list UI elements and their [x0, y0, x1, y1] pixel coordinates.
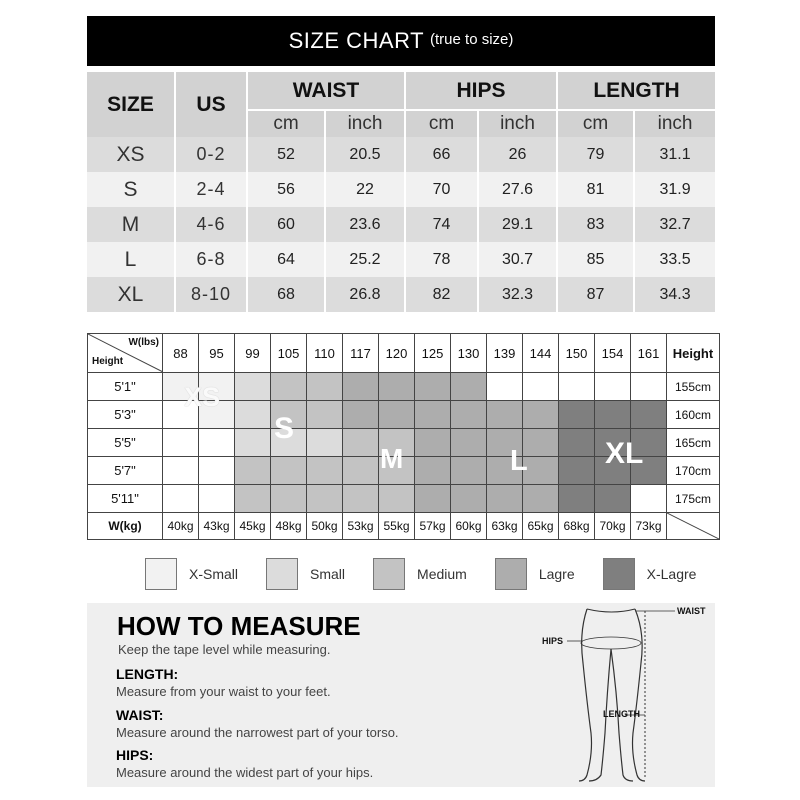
cell-hips-cm: 66	[405, 137, 478, 172]
size-cell-l	[343, 373, 379, 401]
weight-lbs-header: 95	[199, 334, 235, 373]
size-cell-l	[415, 401, 451, 429]
size-cell-l	[523, 401, 559, 429]
legend-label: Medium	[417, 566, 467, 582]
size-cell-xl	[559, 485, 595, 513]
cell-us: 4-6	[175, 207, 247, 242]
weight-kg-row	[88, 513, 720, 540]
measure-waist-heading: WAIST:	[116, 707, 164, 723]
weight-kg-value: 57kg	[415, 513, 451, 540]
legend-swatch	[495, 558, 527, 590]
cell-hips-cm: 70	[405, 172, 478, 207]
height-cm-header: Height	[667, 334, 720, 373]
size-cell-m	[343, 429, 379, 457]
size-cell-w	[199, 457, 235, 485]
height-cm-label: 155cm	[667, 373, 720, 401]
col-header-waist: WAIST	[247, 72, 405, 110]
size-cell-l	[487, 457, 523, 485]
weight-lbs-header: 150	[559, 334, 595, 373]
cell-waist-inch: 25.2	[325, 242, 405, 277]
weight-lbs-header: 125	[415, 334, 451, 373]
weight-lbs-header: 130	[451, 334, 487, 373]
figure-label-length: LENGTH	[603, 709, 640, 719]
col-header-length: LENGTH	[557, 72, 715, 110]
height-row	[88, 457, 720, 485]
measure-title: HOW TO MEASURE	[117, 611, 361, 641]
height-ft-label: 5'5"	[88, 429, 163, 457]
size-cell-m	[379, 429, 415, 457]
weight-lbs-header: 139	[487, 334, 523, 373]
grid-label-l: L	[510, 445, 528, 477]
size-cell-m	[307, 401, 343, 429]
weight-kg-value: 68kg	[559, 513, 595, 540]
size-cell-xl	[631, 401, 667, 429]
legs-illustration	[527, 603, 715, 787]
weight-lbs-header: 144	[523, 334, 559, 373]
size-legend	[145, 558, 724, 590]
size-cell-l	[379, 401, 415, 429]
size-cell-s	[307, 429, 343, 457]
unit-header-inch: inch	[634, 110, 715, 137]
cell-hips-inch: 26	[478, 137, 557, 172]
legend-label: X-Small	[189, 566, 239, 582]
size-cell-xl	[559, 457, 595, 485]
cell-length-cm: 83	[557, 207, 634, 242]
height-row	[88, 485, 720, 513]
size-cell-l	[415, 373, 451, 401]
cell-waist-inch: 23.6	[325, 207, 405, 242]
size-cell-l	[523, 485, 559, 513]
size-cell-m	[235, 457, 271, 485]
size-cell-m	[379, 485, 415, 513]
cell-us: 2-4	[175, 172, 247, 207]
legend-label: Small	[310, 566, 346, 582]
cell-waist-cm: 56	[247, 172, 325, 207]
size-cell-w	[163, 485, 199, 513]
table-row	[87, 172, 715, 207]
title-bar	[87, 16, 715, 66]
size-cell-xs	[199, 401, 235, 429]
size-cell-w	[595, 373, 631, 401]
legend-swatch	[266, 558, 298, 590]
unit-header-inch: inch	[478, 110, 557, 137]
cell-hips-inch: 27.6	[478, 172, 557, 207]
cell-waist-cm: 68	[247, 277, 325, 312]
weight-lbs-header: 120	[379, 334, 415, 373]
height-label: Height	[92, 356, 124, 367]
cell-length-inch: 32.7	[634, 207, 715, 242]
unit-header-cm: cm	[247, 110, 325, 137]
size-cell-l	[451, 457, 487, 485]
weight-kg-value: 50kg	[307, 513, 343, 540]
table-row	[87, 242, 715, 277]
size-cell-l	[523, 429, 559, 457]
size-table	[87, 72, 715, 312]
size-cell-xl	[631, 429, 667, 457]
grid-label-xs: XS	[184, 382, 221, 412]
size-cell-l	[415, 429, 451, 457]
cell-hips-cm: 74	[405, 207, 478, 242]
size-cell-l	[451, 373, 487, 401]
cell-waist-inch: 26.8	[325, 277, 405, 312]
measure-hips-heading: HIPS:	[116, 747, 154, 763]
size-cell-xl	[631, 457, 667, 485]
height-cm-label: 160cm	[667, 401, 720, 429]
weight-kg-value: 48kg	[271, 513, 307, 540]
weight-kg-value: 65kg	[523, 513, 559, 540]
size-cell-s	[235, 401, 271, 429]
height-ft-label: 5'1"	[88, 373, 163, 401]
weight-kg-value: 45kg	[235, 513, 271, 540]
height-cm-label: 175cm	[667, 485, 720, 513]
weight-height-corner	[88, 334, 163, 373]
weight-kg-value: 60kg	[451, 513, 487, 540]
height-ft-label: 5'3"	[88, 401, 163, 429]
size-cell-m	[343, 485, 379, 513]
size-cell-s	[235, 373, 271, 401]
cell-size: S	[87, 172, 175, 207]
legend-item	[145, 558, 238, 590]
weight-kg-value: 70kg	[595, 513, 631, 540]
grid-label-s: S	[274, 412, 295, 445]
size-cell-xl	[595, 485, 631, 513]
cell-waist-cm: 52	[247, 137, 325, 172]
size-cell-xl	[595, 457, 631, 485]
cell-hips-inch: 32.3	[478, 277, 557, 312]
legend-item	[495, 558, 575, 590]
cell-waist-cm: 64	[247, 242, 325, 277]
height-cm-label: 170cm	[667, 457, 720, 485]
legend-swatch	[373, 558, 405, 590]
page-title: SIZE CHART	[288, 28, 425, 53]
how-to-measure-panel	[87, 603, 715, 787]
height-row	[88, 373, 720, 401]
size-cell-s	[271, 429, 307, 457]
size-cell-xl	[595, 401, 631, 429]
size-cell-s	[235, 429, 271, 457]
cell-waist-cm: 60	[247, 207, 325, 242]
size-cell-m	[271, 485, 307, 513]
height-cm-label: 165cm	[667, 429, 720, 457]
size-cell-m	[271, 373, 307, 401]
size-cell-l	[523, 457, 559, 485]
cell-size: XL	[87, 277, 175, 312]
size-cell-w	[199, 429, 235, 457]
size-cell-w	[559, 373, 595, 401]
cell-length-inch: 31.9	[634, 172, 715, 207]
weight-lbs-header: 161	[631, 334, 667, 373]
unit-header-cm: cm	[557, 110, 634, 137]
cell-size: M	[87, 207, 175, 242]
size-cell-m	[379, 457, 415, 485]
size-cell-l	[487, 429, 523, 457]
unit-header-inch: inch	[325, 110, 405, 137]
size-cell-l	[487, 401, 523, 429]
table-row	[87, 137, 715, 172]
legend-label: Lagre	[538, 566, 575, 582]
weight-kg-value: 40kg	[163, 513, 199, 540]
size-cell-m	[307, 485, 343, 513]
cell-length-inch: 31.1	[634, 137, 715, 172]
size-cell-w	[163, 401, 199, 429]
unit-header-cm: cm	[405, 110, 478, 137]
size-cell-xl	[595, 429, 631, 457]
cell-us: 0-2	[175, 137, 247, 172]
legend-item	[603, 558, 697, 590]
weight-lbs-header: 117	[343, 334, 379, 373]
table-row	[87, 277, 715, 312]
size-cell-w	[523, 373, 559, 401]
size-cell-w	[631, 373, 667, 401]
size-cell-l	[415, 485, 451, 513]
weight-kg-value: 43kg	[199, 513, 235, 540]
grid-label-m: M	[380, 443, 404, 474]
height-ft-label: 5'11"	[88, 485, 163, 513]
col-header-size: SIZE	[87, 72, 175, 137]
legend-swatch	[603, 558, 635, 590]
cell-waist-inch: 22	[325, 172, 405, 207]
table-row	[87, 207, 715, 242]
weight-lbs-label: W(lbs)	[128, 337, 159, 348]
measure-hips-text: Measure around the widest part of your hips.	[116, 765, 374, 780]
body-figure	[527, 603, 715, 787]
size-cell-l	[343, 401, 379, 429]
measure-subtitle: Keep the tape level while measuring.	[118, 642, 331, 657]
size-cell-m	[307, 373, 343, 401]
cell-length-cm: 81	[557, 172, 634, 207]
legend-item	[266, 558, 345, 590]
size-cell-xs	[199, 373, 235, 401]
col-header-us: US	[175, 72, 247, 137]
weight-kg-label: W(kg)	[88, 513, 163, 540]
weight-kg-value: 53kg	[343, 513, 379, 540]
size-cell-m	[343, 457, 379, 485]
weight-lbs-header: 105	[271, 334, 307, 373]
weight-kg-value: 55kg	[379, 513, 415, 540]
cell-us: 6-8	[175, 242, 247, 277]
measure-length-text: Measure from your waist to your feet.	[116, 684, 331, 699]
cell-us: 8-10	[175, 277, 247, 312]
weight-lbs-header: 99	[235, 334, 271, 373]
size-cell-l	[415, 457, 451, 485]
size-cell-xs	[163, 373, 199, 401]
size-cell-m	[271, 401, 307, 429]
weight-height-chart	[87, 333, 720, 540]
legend-item	[373, 558, 467, 590]
height-row	[88, 401, 720, 429]
legend-label: X-Lagre	[646, 566, 697, 582]
cell-waist-inch: 20.5	[325, 137, 405, 172]
size-cell-xl	[559, 429, 595, 457]
size-cell-m	[271, 457, 307, 485]
size-cell-w	[199, 485, 235, 513]
weight-lbs-header: 154	[595, 334, 631, 373]
size-cell-l	[379, 373, 415, 401]
cell-length-cm: 79	[557, 137, 634, 172]
size-cell-l	[451, 429, 487, 457]
page-subtitle: (true to size)	[430, 30, 514, 48]
legend-swatch	[145, 558, 177, 590]
cell-length-inch: 33.5	[634, 242, 715, 277]
cell-size: L	[87, 242, 175, 277]
weight-lbs-header: 88	[163, 334, 199, 373]
cell-hips-cm: 78	[405, 242, 478, 277]
weight-kg-value: 73kg	[631, 513, 667, 540]
grid-label-xl: XL	[605, 437, 644, 470]
size-cell-w	[163, 429, 199, 457]
cell-length-cm: 87	[557, 277, 634, 312]
col-header-hips: HIPS	[405, 72, 557, 110]
weight-lbs-header: 110	[307, 334, 343, 373]
size-cell-xl	[559, 401, 595, 429]
figure-label-hips: HIPS	[542, 636, 564, 646]
measure-length-heading: LENGTH:	[116, 666, 179, 682]
size-cell-l	[487, 485, 523, 513]
size-cell-w	[487, 373, 523, 401]
cell-hips-inch: 30.7	[478, 242, 557, 277]
cell-length-inch: 34.3	[634, 277, 715, 312]
size-cell-l	[451, 485, 487, 513]
height-ft-label: 5'7"	[88, 457, 163, 485]
cell-hips-cm: 82	[405, 277, 478, 312]
size-cell-m	[307, 457, 343, 485]
cell-hips-inch: 29.1	[478, 207, 557, 242]
size-cell-w	[631, 485, 667, 513]
size-cell-l	[451, 401, 487, 429]
empty-corner-cell	[667, 513, 720, 540]
size-cell-m	[235, 485, 271, 513]
weight-kg-value: 63kg	[487, 513, 523, 540]
size-cell-w	[163, 457, 199, 485]
cell-length-cm: 85	[557, 242, 634, 277]
height-row	[88, 429, 720, 457]
measure-waist-text: Measure around the narrowest part of your torso.	[116, 725, 399, 740]
figure-label-waist: WAIST	[677, 606, 706, 616]
cell-size: XS	[87, 137, 175, 172]
